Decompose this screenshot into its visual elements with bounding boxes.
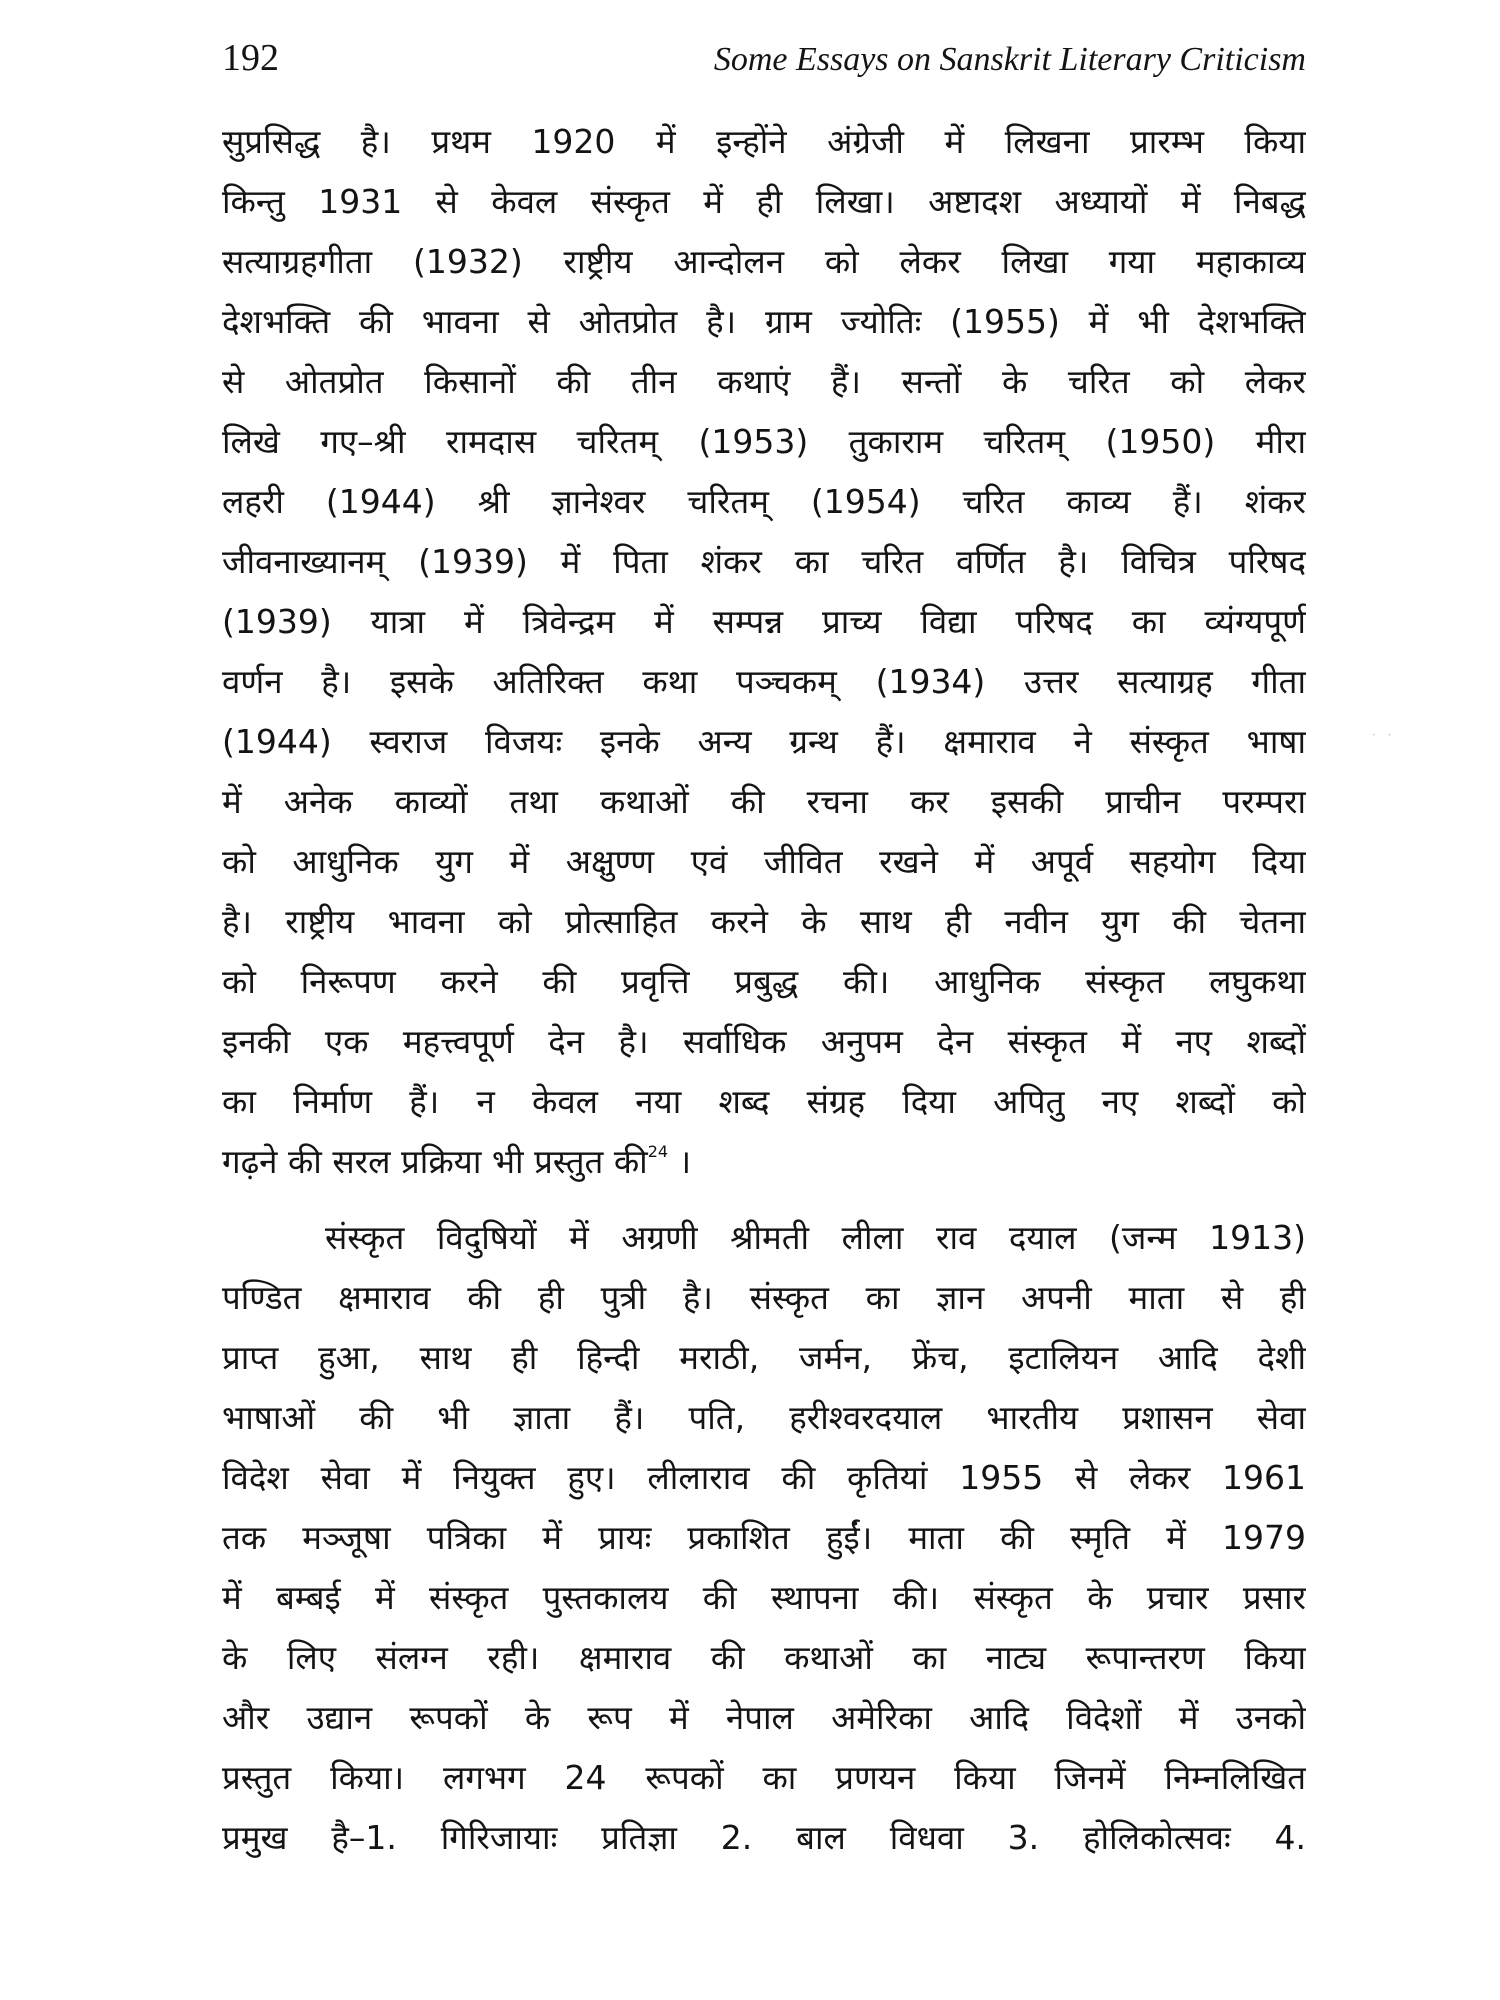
paragraph-gap — [222, 1192, 1306, 1208]
text-line: विदेश सेवा में नियुक्त हुए। लीलाराव की कृतियां 1955 से लेकर 1961 — [222, 1458, 1306, 1497]
paragraph-2 — [222, 1208, 1306, 1868]
text-line: में बम्बई में संस्कृत पुस्तकालय की स्थापना की। संस्कृत के प्रचार प्रसार — [222, 1578, 1306, 1617]
text-line: किन्तु 1931 से केवल संस्कृत में ही लिखा। अष्टादश अध्यायों में निबद्ध — [222, 182, 1306, 221]
text-line: से ओतप्रोत किसानों की तीन कथाएं हैं। सन्तों के चरित को लेकर — [222, 362, 1306, 401]
text-line: लहरी (1944) श्री ज्ञानेश्वर चरितम् (1954) चरित काव्य हैं। शंकर — [222, 482, 1306, 521]
text-line: तक मञ्जूषा पत्रिका में प्रायः प्रकाशित हुईं। माता की स्मृति में 1979 — [222, 1518, 1306, 1557]
text-line: प्रस्तुत किया। लगभग 24 रूपकों का प्रणयन किया जिनमें निम्नलिखित — [222, 1758, 1306, 1797]
text-line: प्रमुख है–1. गिरिजायाः प्रतिज्ञा 2. बाल विधवा 3. होलिकोत्सवः 4. — [222, 1818, 1306, 1857]
text-line: (1939) यात्रा में त्रिवेन्द्रम में सम्पन्न प्राच्य विद्या परिषद का व्यंग्यपूर्ण — [222, 602, 1306, 641]
footnote-marker[interactable]: 24 — [647, 1142, 669, 1161]
text-line: के लिए संलग्न रही। क्षमाराव की कथाओं का नाट्य रूपान्तरण किया — [222, 1638, 1306, 1677]
final-line-text: गढ़ने की सरल प्रक्रिया भी प्रस्तुत की — [222, 1142, 648, 1181]
page-number: 192 — [222, 37, 279, 79]
text-line: देशभक्ति की भावना से ओतप्रोत है। ग्राम ज्योतिः (1955) में भी देशभक्ति — [222, 302, 1306, 341]
text-line: में अनेक काव्यों तथा कथाओं की रचना कर इसकी प्राचीन परम्परा — [222, 782, 1306, 821]
text-line-final — [222, 1132, 1306, 1192]
page-header — [222, 28, 1306, 88]
scan-speck: · · — [1372, 728, 1396, 742]
sentence-end-mark: । — [678, 1142, 692, 1181]
text-line: भाषाओं की भी ज्ञाता हैं। पति, हरीश्वरदयाल भारतीय प्रशासन सेवा — [222, 1398, 1306, 1437]
text-line: वर्णन है। इसके अतिरिक्त कथा पञ्चकम् (1934) उत्तर सत्याग्रह गीता — [222, 662, 1306, 701]
text-line: को आधुनिक युग में अक्षुण्ण एवं जीवित रखने में अपूर्व सहयोग दिया — [222, 842, 1306, 881]
text-line: को निरूपण करने की प्रवृत्ति प्रबुद्ध की। आधुनिक संस्कृत लघुकथा — [222, 962, 1306, 1001]
paragraph-1 — [222, 112, 1306, 1192]
text-line: संस्कृत विदुषियों में अग्रणी श्रीमती लीला राव दयाल (जन्म 1913) — [325, 1218, 1306, 1257]
text-line: प्राप्त हुआ, साथ ही हिन्दी मराठी, जर्मन, फ्रेंच, इटालियन आदि देशी — [222, 1338, 1306, 1377]
text-line: का निर्माण हैं। न केवल नया शब्द संग्रह दिया अपितु नए शब्दों को — [222, 1082, 1306, 1121]
body-text — [222, 112, 1306, 1868]
text-line: और उद्यान रूपकों के रूप में नेपाल अमेरिका आदि विदेशों में उनको — [222, 1698, 1306, 1737]
text-line: सुप्रसिद्ध है। प्रथम 1920 में इन्होंने अंग्रेजी में लिखना प्रारम्भ किया — [222, 122, 1306, 161]
text-line: जीवनाख्यानम् (1939) में पिता शंकर का चरित वर्णित है। विचित्र परिषद — [222, 542, 1306, 581]
text-line: (1944) स्वराज विजयः इनके अन्य ग्रन्थ हैं। क्षमाराव ने संस्कृत भाषा — [222, 722, 1306, 761]
text-line: लिखे गए–श्री रामदास चरितम् (1953) तुकाराम चरितम् (1950) मीरा — [222, 422, 1306, 461]
text-line: है। राष्ट्रीय भावना को प्रोत्साहित करने के साथ ही नवीन युग की चेतना — [222, 902, 1306, 941]
running-title: Some Essays on Sanskrit Literary Criticism — [713, 41, 1306, 78]
text-line: पण्डित क्षमाराव की ही पुत्री है। संस्कृत का ज्ञान अपनी माता से ही — [222, 1278, 1306, 1317]
text-line: इनकी एक महत्त्वपूर्ण देन है। सर्वाधिक अनुपम देन संस्कृत में नए शब्दों — [222, 1022, 1306, 1061]
text-line: सत्याग्रहगीता (1932) राष्ट्रीय आन्दोलन को लेकर लिखा गया महाकाव्य — [222, 242, 1306, 281]
